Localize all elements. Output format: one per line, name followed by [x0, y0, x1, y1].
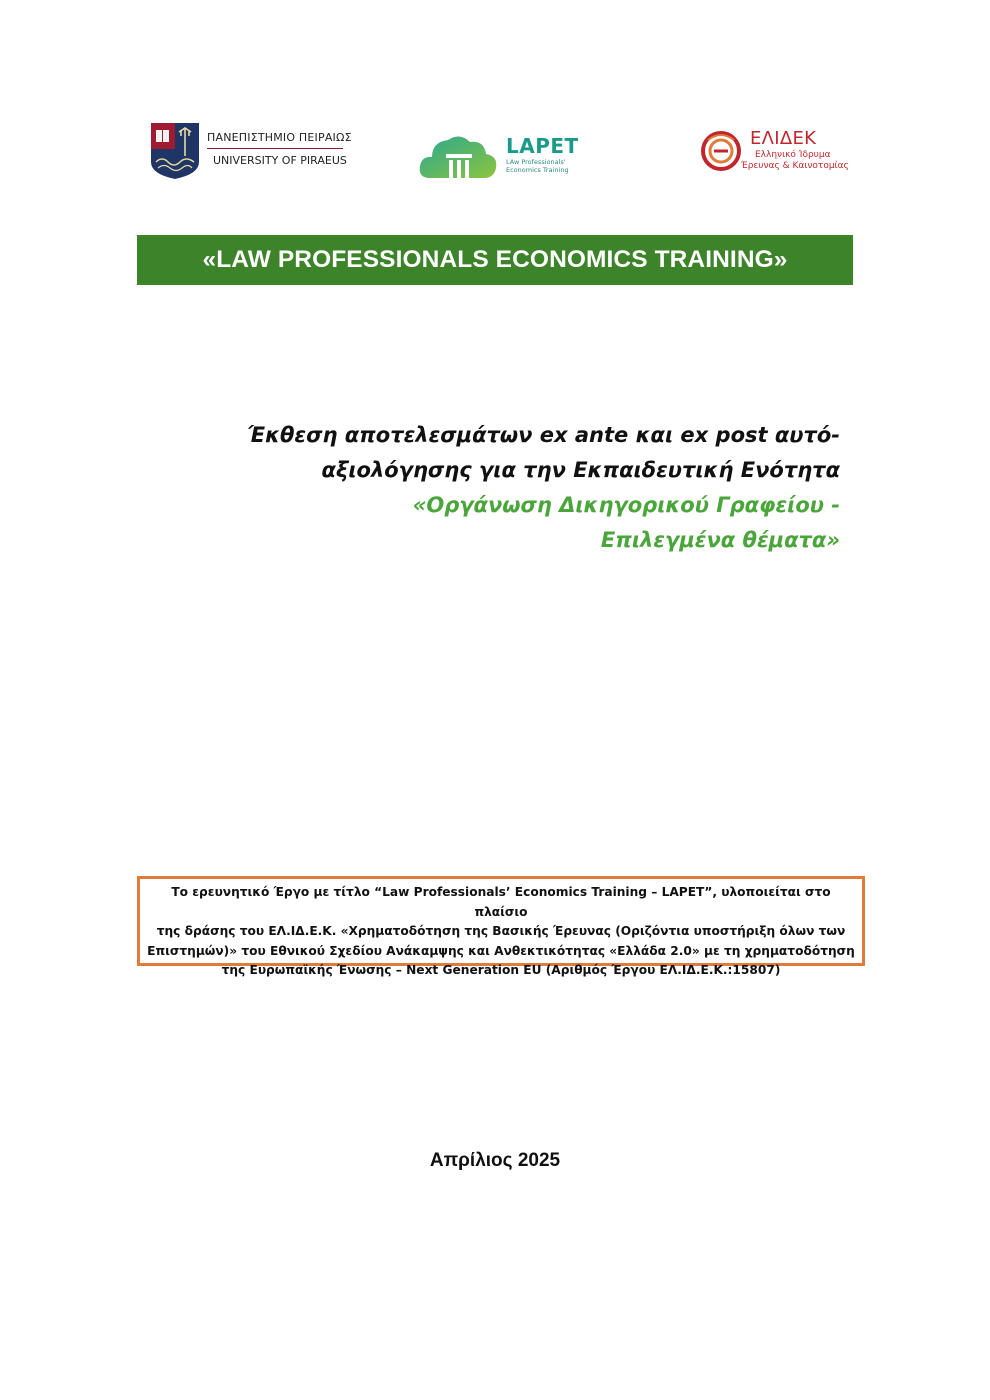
elidek-logo	[700, 126, 850, 178]
elidek-subtitle-2: Έρευνας & Καινοτομίας	[741, 161, 849, 171]
module-title-line-1: «Οργάνωση Δικηγορικού Γραφείου -	[412, 493, 840, 517]
lapet-wordmark: LAPET	[506, 134, 579, 158]
document-title: «LAW PROFESSIONALS ECONOMICS TRAINING»	[202, 246, 788, 273]
university-crest-icon	[150, 122, 200, 180]
logo-divider	[207, 148, 343, 149]
funding-notice-box	[137, 876, 865, 977]
university-name-english: UNIVERSITY OF PIRAEUS	[213, 154, 347, 167]
lapet-logo	[418, 130, 588, 182]
lapet-tagline-1: LAw Professionals'	[506, 158, 566, 166]
funding-line-3: Επιστημών)» του Εθνικού Σχεδίου Ανάκαμψης και Ανθεκτικότητας «Ελλάδα 2.0» με τη χρηματοδότηση	[147, 943, 855, 958]
funding-line-1: Το ερευνητικό Έργο με τίτλο “Law Professionals’ Economics Training – LAPET”, υλοποιείται στο πλαίσιο	[171, 885, 831, 919]
university-of-piraeus-logo	[150, 122, 350, 182]
module-title-line-2: Επιλεγμένα θέματα»	[600, 528, 840, 552]
publication-date: Απρίλιος 2025	[429, 1150, 561, 1171]
title-banner	[137, 235, 853, 285]
elidek-wordmark: ΕΛΙΔΕΚ	[750, 128, 817, 149]
funding-line-4: της Ευρωπαϊκής Ένωσης – Next Generation EU (Αριθμός Έργου ΕΛ.ΙΔ.Ε.Κ.:15807)	[221, 963, 781, 977]
lapet-tagline-2: Economics Training	[506, 166, 569, 174]
subtitle-line-2: αξιολόγησης για την Εκπαιδευτική Ενότητα	[321, 458, 840, 482]
elidek-emblem-icon	[700, 128, 742, 174]
elidek-subtitle-1: Ελληνικό Ίδρυμα	[755, 150, 831, 160]
report-subtitle	[200, 418, 840, 558]
funding-line-2: της δράσης του ΕΛ.ΙΔ.Ε.Κ. «Χρηματοδότηση της Βασικής Έρευνας (Οριζόντια υποστήριξη όλων των	[156, 924, 846, 938]
university-name-greek: ΠΑΝΕΠΙΣΤΗΜΙΟ ΠΕΙΡΑΙΩΣ	[207, 131, 352, 144]
subtitle-line-1: Έκθεση αποτελεσμάτων ex ante και ex post αυτό-	[247, 423, 840, 447]
cloud-column-icon	[418, 130, 498, 180]
